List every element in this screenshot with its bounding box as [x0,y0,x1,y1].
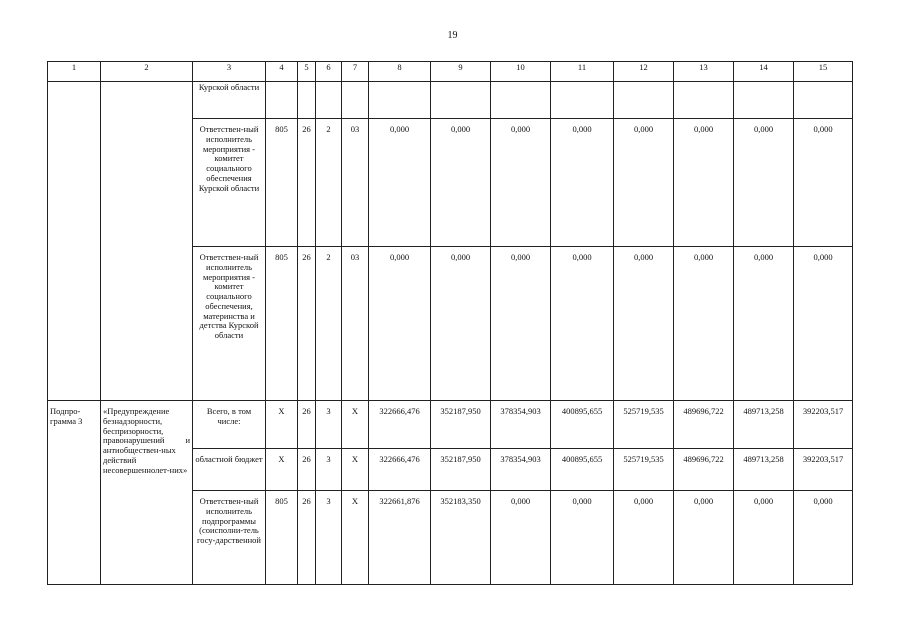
description-cell: Ответствен-ный исполнитель подпрограммы (соисполни-тель госу-дарственной [193,491,266,585]
data-cell: 378354,903 [491,449,551,491]
data-cell: 525719,535 [614,449,674,491]
header-cell: 12 [614,62,674,82]
data-cell: 322666,476 [369,449,431,491]
data-cell: 0,000 [369,119,431,247]
data-cell [794,82,853,119]
data-cell: 26 [298,449,316,491]
data-cell: 400895,655 [551,449,614,491]
data-cell: 322661,876 [369,491,431,585]
header-cell: 9 [431,62,491,82]
data-cell [431,82,491,119]
data-cell: 3 [316,491,342,585]
data-cell: 805 [266,491,298,585]
data-cell [316,82,342,119]
header-cell: 11 [551,62,614,82]
header-cell: 5 [298,62,316,82]
table-row [48,82,853,119]
data-cell: 378354,903 [491,401,551,449]
budget-table [47,61,853,585]
data-cell: 352183,350 [431,491,491,585]
data-cell [298,82,316,119]
data-cell: 489696,722 [674,449,734,491]
description-cell: Всего, в том числе: [193,401,266,449]
description-cell: Ответствен-ный исполнитель мероприятия - комитет социального обеспечения, материнства и детства Курской области [193,247,266,401]
header-cell: 3 [193,62,266,82]
row-group-cell-2 [101,82,193,401]
data-cell: 805 [266,247,298,401]
data-cell: 0,000 [491,119,551,247]
data-cell: 0,000 [734,247,794,401]
data-cell: Х [342,401,369,449]
description-cell: областной бюджет [193,449,266,491]
data-cell: 0,000 [369,247,431,401]
data-cell: 489713,258 [734,401,794,449]
header-row [48,62,853,82]
header-cell: 6 [316,62,342,82]
data-cell: 0,000 [614,491,674,585]
data-cell: 322666,476 [369,401,431,449]
data-cell: 0,000 [794,491,853,585]
header-cell: 10 [491,62,551,82]
data-cell [734,82,794,119]
data-cell: 0,000 [551,491,614,585]
data-cell: 0,000 [551,247,614,401]
header-cell: 13 [674,62,734,82]
data-cell: Х [342,449,369,491]
page-number: 19 [447,30,458,41]
data-cell: 0,000 [734,491,794,585]
data-cell: 0,000 [614,247,674,401]
data-cell: 03 [342,247,369,401]
data-cell: 525719,535 [614,401,674,449]
data-cell: 0,000 [674,119,734,247]
data-cell: 26 [298,119,316,247]
data-cell: 0,000 [674,247,734,401]
data-cell: 400895,655 [551,401,614,449]
data-cell: 0,000 [734,119,794,247]
description-cell: Ответствен-ный исполнитель мероприятия - комитет социального обеспечения Курской области [193,119,266,247]
header-cell: 1 [48,62,101,82]
subprogram-label: Подпро-грамма 3 [48,401,101,585]
data-cell: Х [266,401,298,449]
data-cell [614,82,674,119]
data-cell: 0,000 [491,247,551,401]
data-cell [491,82,551,119]
header-cell: 15 [794,62,853,82]
data-cell: 489713,258 [734,449,794,491]
data-cell: 0,000 [491,491,551,585]
header-cell: 4 [266,62,298,82]
row-group-cell-1 [48,82,101,401]
data-cell: 392203,517 [794,449,853,491]
data-cell: 0,000 [674,491,734,585]
data-cell: Х [266,449,298,491]
data-cell: 0,000 [614,119,674,247]
data-cell: 352187,950 [431,449,491,491]
data-cell: 805 [266,119,298,247]
data-cell: 352187,950 [431,401,491,449]
data-cell: 2 [316,247,342,401]
data-cell: 26 [298,491,316,585]
data-cell: 3 [316,401,342,449]
data-cell: 0,000 [431,247,491,401]
data-cell: 392203,517 [794,401,853,449]
data-cell: Х [342,491,369,585]
data-cell [342,82,369,119]
subprogram-title: «Предупреждение безнадзорности, беспризорности, правонарушений и антиобществен-ных действий несовершеннолет-них» [101,401,193,585]
data-cell [551,82,614,119]
data-cell: 0,000 [431,119,491,247]
data-cell: 3 [316,449,342,491]
data-cell [266,82,298,119]
data-cell [369,82,431,119]
data-cell: 2 [316,119,342,247]
data-cell: 26 [298,247,316,401]
data-cell: 489696,722 [674,401,734,449]
data-cell: 03 [342,119,369,247]
data-cell: 0,000 [794,247,853,401]
header-cell: 8 [369,62,431,82]
header-cell: 2 [101,62,193,82]
data-cell: 26 [298,401,316,449]
data-cell: 0,000 [794,119,853,247]
header-cell: 7 [342,62,369,82]
data-cell: 0,000 [551,119,614,247]
table-row [48,401,853,449]
description-cell: Курской области [193,82,266,119]
data-cell [674,82,734,119]
header-cell: 14 [734,62,794,82]
